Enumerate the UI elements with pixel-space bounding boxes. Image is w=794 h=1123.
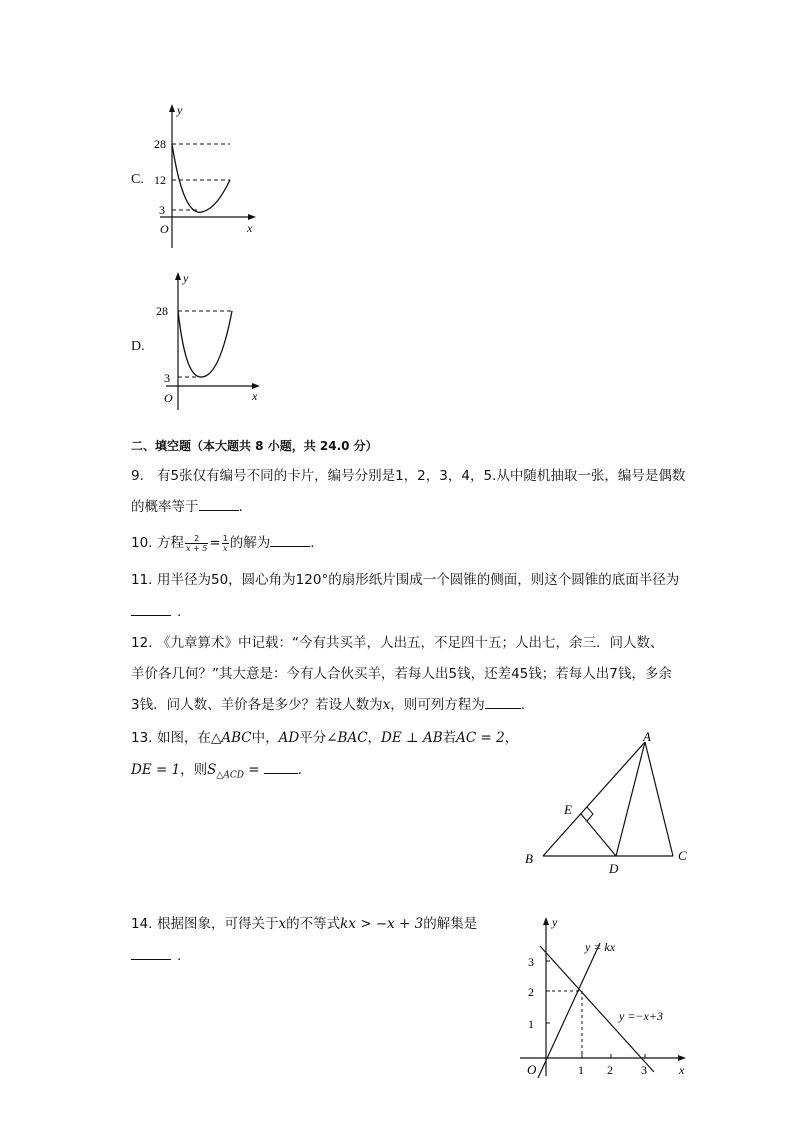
question-number: 13.	[131, 730, 153, 746]
question-13-line1: 13. 如图，在△ABC中，AD平分∠BAC，DE ⊥ AB若AC = 2，	[131, 730, 519, 746]
question-12-line1: 12. 《九章算术》中记载：“今有共买羊，人出五，不足四十五；人出七，余三．问人数、	[131, 635, 664, 651]
question-11-line1: 11. 用半径为50，圆心角为120°的扇形纸片围成一个圆锥的侧面，则这个圆锥的底面半径为	[131, 572, 680, 588]
question-number: 14.	[131, 916, 153, 932]
question-12-line3: 3钱．问人数、羊价各是多少？若设人数为x，则可列方程为 .	[131, 697, 526, 713]
point-B: B	[525, 851, 533, 866]
point-A: A	[643, 729, 651, 744]
x-axis-arrow	[248, 214, 256, 220]
x-label: x	[252, 389, 258, 403]
answer-blank[interactable]	[131, 946, 171, 960]
origin-label: O	[160, 222, 169, 236]
question-13-line2: DE = 1，则$S_{\triangle ACD}$ = .	[131, 762, 302, 781]
tick-3: 3	[164, 371, 170, 385]
point-E: E	[564, 802, 572, 817]
y-tick-label-3: 3	[528, 955, 534, 969]
question-14-line2: .	[131, 946, 181, 966]
point-D: D	[609, 861, 619, 876]
tick-12: 12	[154, 173, 166, 187]
segment-AC	[645, 742, 673, 856]
question-10: 10. 方程 $\frac{2}{x + 5}$ = $\frac{1}{x}$ 的解为 .	[131, 533, 315, 553]
question-14-line1: 14. 根据图象，可得关于x的不等式kx > −x + 3的解集是	[131, 916, 478, 932]
option-d-graph	[152, 268, 267, 413]
answer-blank[interactable]	[485, 695, 521, 709]
option-d-label[interactable]: D.	[131, 339, 145, 354]
segment-AB	[543, 742, 645, 856]
tick-3: 3	[159, 203, 165, 217]
fraction-2: $\frac{1}{x}$	[222, 533, 228, 553]
question-11-line2: .	[131, 602, 181, 622]
answer-blank[interactable]	[270, 533, 310, 547]
x-axis-arrow	[678, 1055, 686, 1061]
line-kx-label: y = kx	[585, 940, 616, 954]
y-axis-arrow	[175, 272, 181, 280]
x-label: x	[247, 221, 253, 235]
question-number: 9.	[131, 468, 144, 484]
origin-label: O	[527, 1062, 537, 1077]
parabola-c	[172, 144, 230, 212]
option-c-label[interactable]: C.	[131, 172, 144, 187]
y-label: y	[183, 271, 189, 285]
linear-graph-figure	[512, 910, 702, 1080]
origin-label: O	[164, 391, 173, 405]
question-9-line1: 9. 有5张仅有编号不同的卡片，编号分别是1，2，3，4，5.从中随机抽取一张，编号是偶数	[131, 468, 686, 484]
answer-blank[interactable]	[199, 497, 239, 511]
right-angle-mark	[587, 807, 593, 821]
segment-DE	[581, 814, 616, 856]
option-c-graph	[150, 100, 265, 255]
answer-blank[interactable]	[264, 760, 298, 774]
fraction-1: $\frac{2}{x + 5}$	[186, 533, 208, 553]
y-axis-arrow	[169, 104, 175, 112]
question-number: 10.	[131, 535, 153, 551]
section-title: 二、填空题（本大题共 8 小题，共 24.0 分）	[131, 439, 378, 453]
x-tick-label-3: 3	[641, 1063, 647, 1077]
line-neg-x-label: y =−x+3	[619, 1009, 663, 1023]
triangle-figure	[515, 728, 700, 878]
y-label: y	[552, 915, 558, 929]
y-tick-label-2: 2	[528, 985, 534, 999]
x-label: x	[679, 1063, 685, 1077]
question-number: 11.	[131, 572, 153, 588]
tick-28: 28	[154, 137, 166, 151]
question-9-line2: 的概率等于 .	[131, 499, 243, 515]
parabola-d	[178, 311, 232, 377]
tick-28: 28	[156, 304, 168, 318]
y-axis-arrow	[543, 917, 549, 925]
x-tick-label-2: 2	[607, 1063, 613, 1077]
answer-blank[interactable]	[131, 602, 171, 616]
question-12-line2: 羊价各几何？”其大意是：今有人合伙买羊，若每人出5钱，还差45钱；若每人出7钱，多余	[131, 666, 672, 682]
x-tick-label-1: 1	[578, 1063, 584, 1077]
y-tick-label-1: 1	[528, 1017, 534, 1031]
y-label: y	[177, 103, 183, 117]
question-number: 12.	[131, 635, 153, 651]
point-C: C	[678, 848, 687, 863]
